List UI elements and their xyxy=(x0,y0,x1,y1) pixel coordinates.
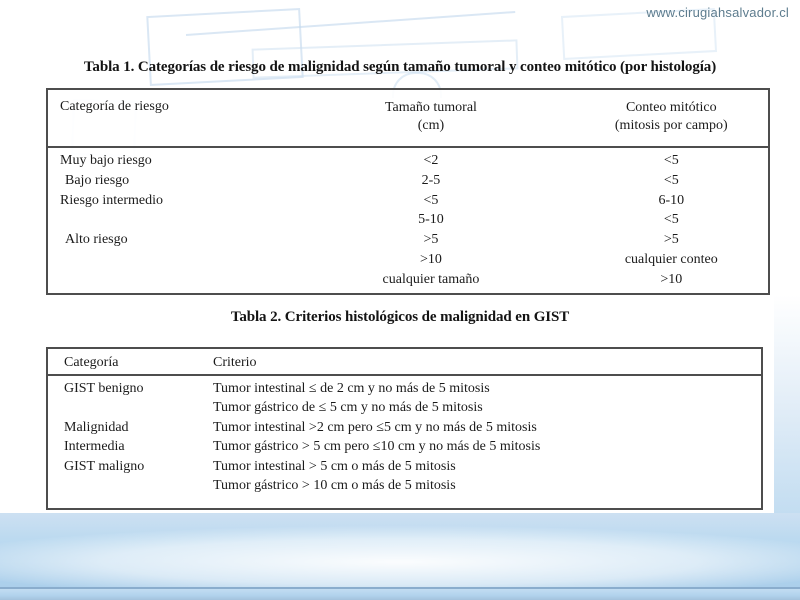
cell-categoria: Alto riesgo xyxy=(65,232,128,248)
cell-categoria: Intermedia xyxy=(64,439,125,455)
table1-body xyxy=(48,148,768,290)
cell-categoria: Malignidad xyxy=(64,419,129,435)
cell-categoria xyxy=(48,210,287,230)
table2-body xyxy=(48,376,761,495)
cell-categoria: Bajo riesgo xyxy=(65,172,130,188)
table1-risk-categories xyxy=(46,88,770,295)
table-row xyxy=(48,476,761,495)
table-row xyxy=(48,270,768,290)
table-row xyxy=(48,171,768,191)
cell-criterio: Tumor intestinal >2 cm pero ≤5 cm y no más de 5 mitosis xyxy=(213,419,537,435)
table-row xyxy=(48,230,768,250)
table2-header-row xyxy=(48,349,761,376)
cell-conteo: >10 xyxy=(660,271,683,287)
cell-categoria xyxy=(48,476,198,495)
watermark-url: www.cirugiahsalvador.cl xyxy=(646,5,789,20)
table1-header-conteo xyxy=(575,90,768,146)
table1-header-conteo-line2: (mitosis por campo) xyxy=(614,118,728,133)
table1-header-tamano-line1: Tamaño tumoral xyxy=(384,100,477,115)
table-row xyxy=(48,379,761,398)
cell-categoria: GIST maligno xyxy=(64,458,145,474)
cell-criterio: Tumor gástrico de ≤ 5 cm y no más de 5 mitosis xyxy=(213,400,483,416)
table1-header-tamano xyxy=(287,90,574,146)
table2-title: Tabla 2. Criterios histológicos de malignidad en GIST xyxy=(230,309,570,325)
cell-tamano: 2-5 xyxy=(421,172,441,188)
table2-header-criterio: Criterio xyxy=(213,355,257,370)
table1-header-tamano-line2: (cm) xyxy=(417,118,445,133)
cell-conteo: 6-10 xyxy=(658,192,685,208)
bottom-band-strip xyxy=(0,589,800,600)
table-row xyxy=(48,210,768,230)
cell-tamano: 5-10 xyxy=(418,212,444,228)
table-row xyxy=(48,457,761,476)
cell-criterio: Tumor intestinal ≤ de 2 cm y no más de 5 mitosis xyxy=(213,381,490,396)
cell-tamano: <5 xyxy=(423,192,439,208)
cell-conteo: >5 xyxy=(663,232,679,248)
table1-header-categoria: Categoría de riesgo xyxy=(60,99,169,114)
cell-tamano: >10 xyxy=(420,251,442,267)
cell-criterio: Tumor gástrico > 10 cm o más de 5 mitosis xyxy=(213,477,456,493)
cell-tamano: cualquier tamaño xyxy=(382,271,480,287)
cell-categoria: Riesgo intermedio xyxy=(60,192,164,208)
table-row xyxy=(48,191,768,211)
cell-conteo: <5 xyxy=(663,212,679,228)
table1-header-row xyxy=(48,90,768,148)
cell-tamano: >5 xyxy=(423,232,439,248)
cell-categoria xyxy=(48,398,198,417)
table-row xyxy=(48,418,761,437)
cell-conteo: <5 xyxy=(663,172,679,188)
cell-tamano: <2 xyxy=(423,153,439,168)
table1-title: Tabla 1. Categorías de riesgo de malignidad según tamaño tumoral y conteo mitótico (por histología) xyxy=(83,59,717,75)
table-row xyxy=(48,437,761,456)
table2-header-categoria: Categoría xyxy=(64,355,119,370)
table1-header-conteo-line1: Conteo mitótico xyxy=(625,100,717,115)
cell-criterio: Tumor gástrico > 5 cm pero ≤10 cm y no más de 5 mitosis xyxy=(213,439,541,455)
cell-categoria xyxy=(48,250,287,270)
right-edge-gradient xyxy=(774,295,800,513)
cell-conteo: cualquier conteo xyxy=(624,251,718,267)
table-row xyxy=(48,250,768,270)
background-sketch xyxy=(186,11,515,36)
table-row xyxy=(48,151,768,171)
cell-categoria xyxy=(48,270,287,290)
cell-categoria: GIST benigno xyxy=(64,381,144,396)
table2-histologic-criteria xyxy=(46,347,763,510)
cell-conteo: <5 xyxy=(663,153,679,168)
table-row xyxy=(48,398,761,417)
cell-categoria: Muy bajo riesgo xyxy=(60,153,152,168)
cell-criterio: Tumor intestinal > 5 cm o más de 5 mitosis xyxy=(213,458,456,474)
